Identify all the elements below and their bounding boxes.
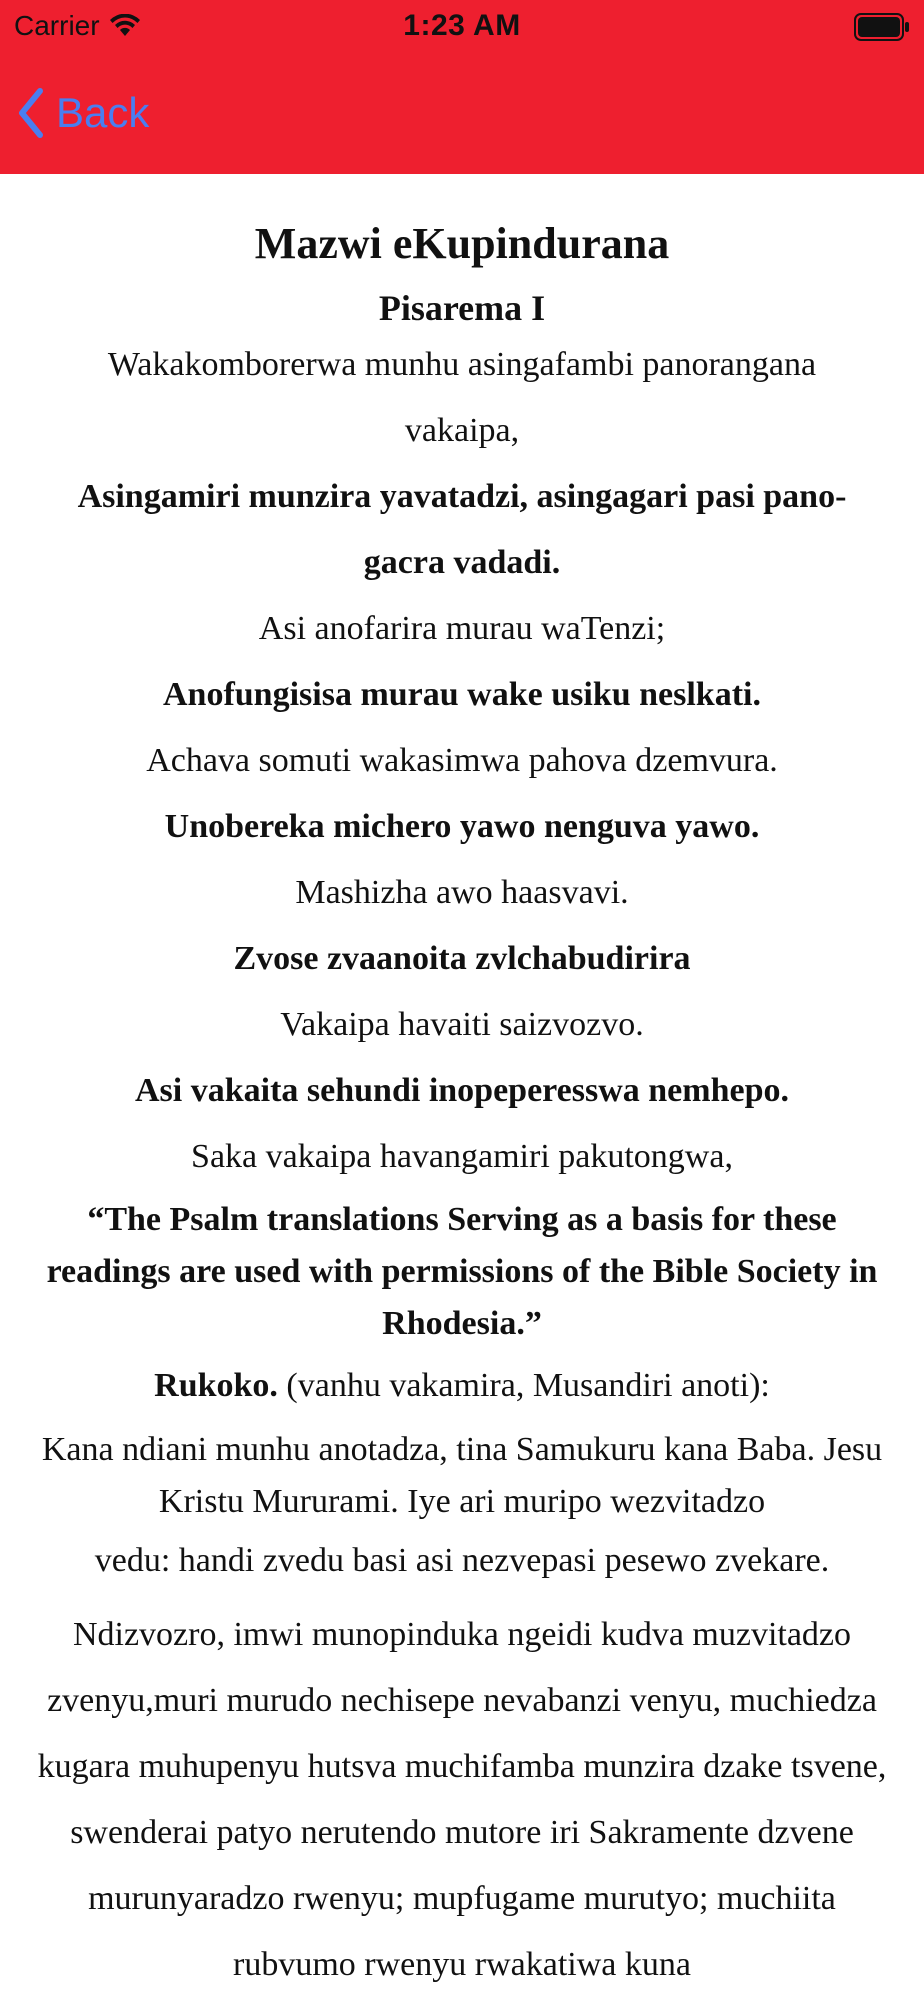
- psalm-line: vakaipa,: [404, 412, 520, 449]
- paragraph-text-end: vedu: handi zvedu basi asi nezvepasi pesewo zvekare.: [94, 1542, 830, 1579]
- psalm-line: Zvose zvaanoita zvlchabudirira: [233, 940, 691, 977]
- response-line: [30, 1360, 894, 1412]
- carrier-label: Carrier: [14, 10, 100, 41]
- response-text: (vanhu vakamira, Musandiri anoti):: [277, 1367, 770, 1404]
- psalm-line: Unobereka michero yawo nenguva yawo.: [164, 808, 760, 845]
- back-button[interactable]: [16, 78, 149, 148]
- status-time: 1:23 AM: [403, 9, 521, 42]
- battery-icon: [854, 13, 910, 41]
- navigation-bar: [0, 78, 924, 148]
- psalm-line: Asingamiri munzira yavatadzi, asingagari pasi pano-: [77, 478, 847, 515]
- paragraph-text: Kana ndiani munhu anotadza, tina Samukuru kana Baba. Jesu Kristu Mururami. Iye ari muripo wezvitadzo: [41, 1431, 883, 1520]
- section-subtitle: Pisarema I: [378, 288, 546, 328]
- psalm-line: gacra vadadi.: [363, 544, 561, 581]
- paragraph: [30, 1424, 894, 1594]
- status-bar: [0, 0, 924, 56]
- psalm-lines: [30, 332, 894, 1190]
- psalm-line: Asi anofarira murau waTenzi;: [258, 610, 666, 647]
- header-bar: [0, 0, 924, 174]
- translation-note: “The Psalm translations Serving as a basis for these readings are used with permissions of the Bible Society in Rhodesia.”: [46, 1201, 878, 1342]
- back-label: Back: [56, 89, 150, 136]
- page-title: Mazwi eKupindurana: [254, 219, 670, 268]
- reading-content: [30, 174, 894, 1998]
- psalm-line: Achava somuti wakasimwa pahova dzemvura.: [146, 742, 778, 779]
- response-label: Rukoko.: [154, 1367, 278, 1404]
- psalm-line: Saka vakaipa havangamiri pakutongwa,: [191, 1138, 733, 1175]
- psalm-line: Asi vakaita sehundi inopeperesswa nemhepo.: [135, 1072, 789, 1109]
- psalm-line: Vakaipa havaiti saizvozvo.: [280, 1006, 644, 1043]
- psalm-line: Wakakomborerwa munhu asingafambi panorangana: [107, 346, 817, 383]
- psalm-line: Mashizha awo haasvavi.: [295, 874, 629, 911]
- psalm-line: Anofungisisa murau wake usiku neslkati.: [162, 676, 761, 713]
- paragraph: Ndizvozro, imwi munopinduka ngeidi kudva muzvitadzo zvenyu,muri murudo nechisepe nevabanzi venyu, muchiedza kugara muhupenyu hutsva muchifamba munzira dzake tsvene, swenderai patyo nerutendo mutore iri Sakramente dzvene murunyaradzo rwenyu; mupfugame murutyo; muchiita rubvumo rwenyu rwakatiwa kuna: [37, 1616, 887, 1983]
- chevron-left-icon: [16, 87, 44, 139]
